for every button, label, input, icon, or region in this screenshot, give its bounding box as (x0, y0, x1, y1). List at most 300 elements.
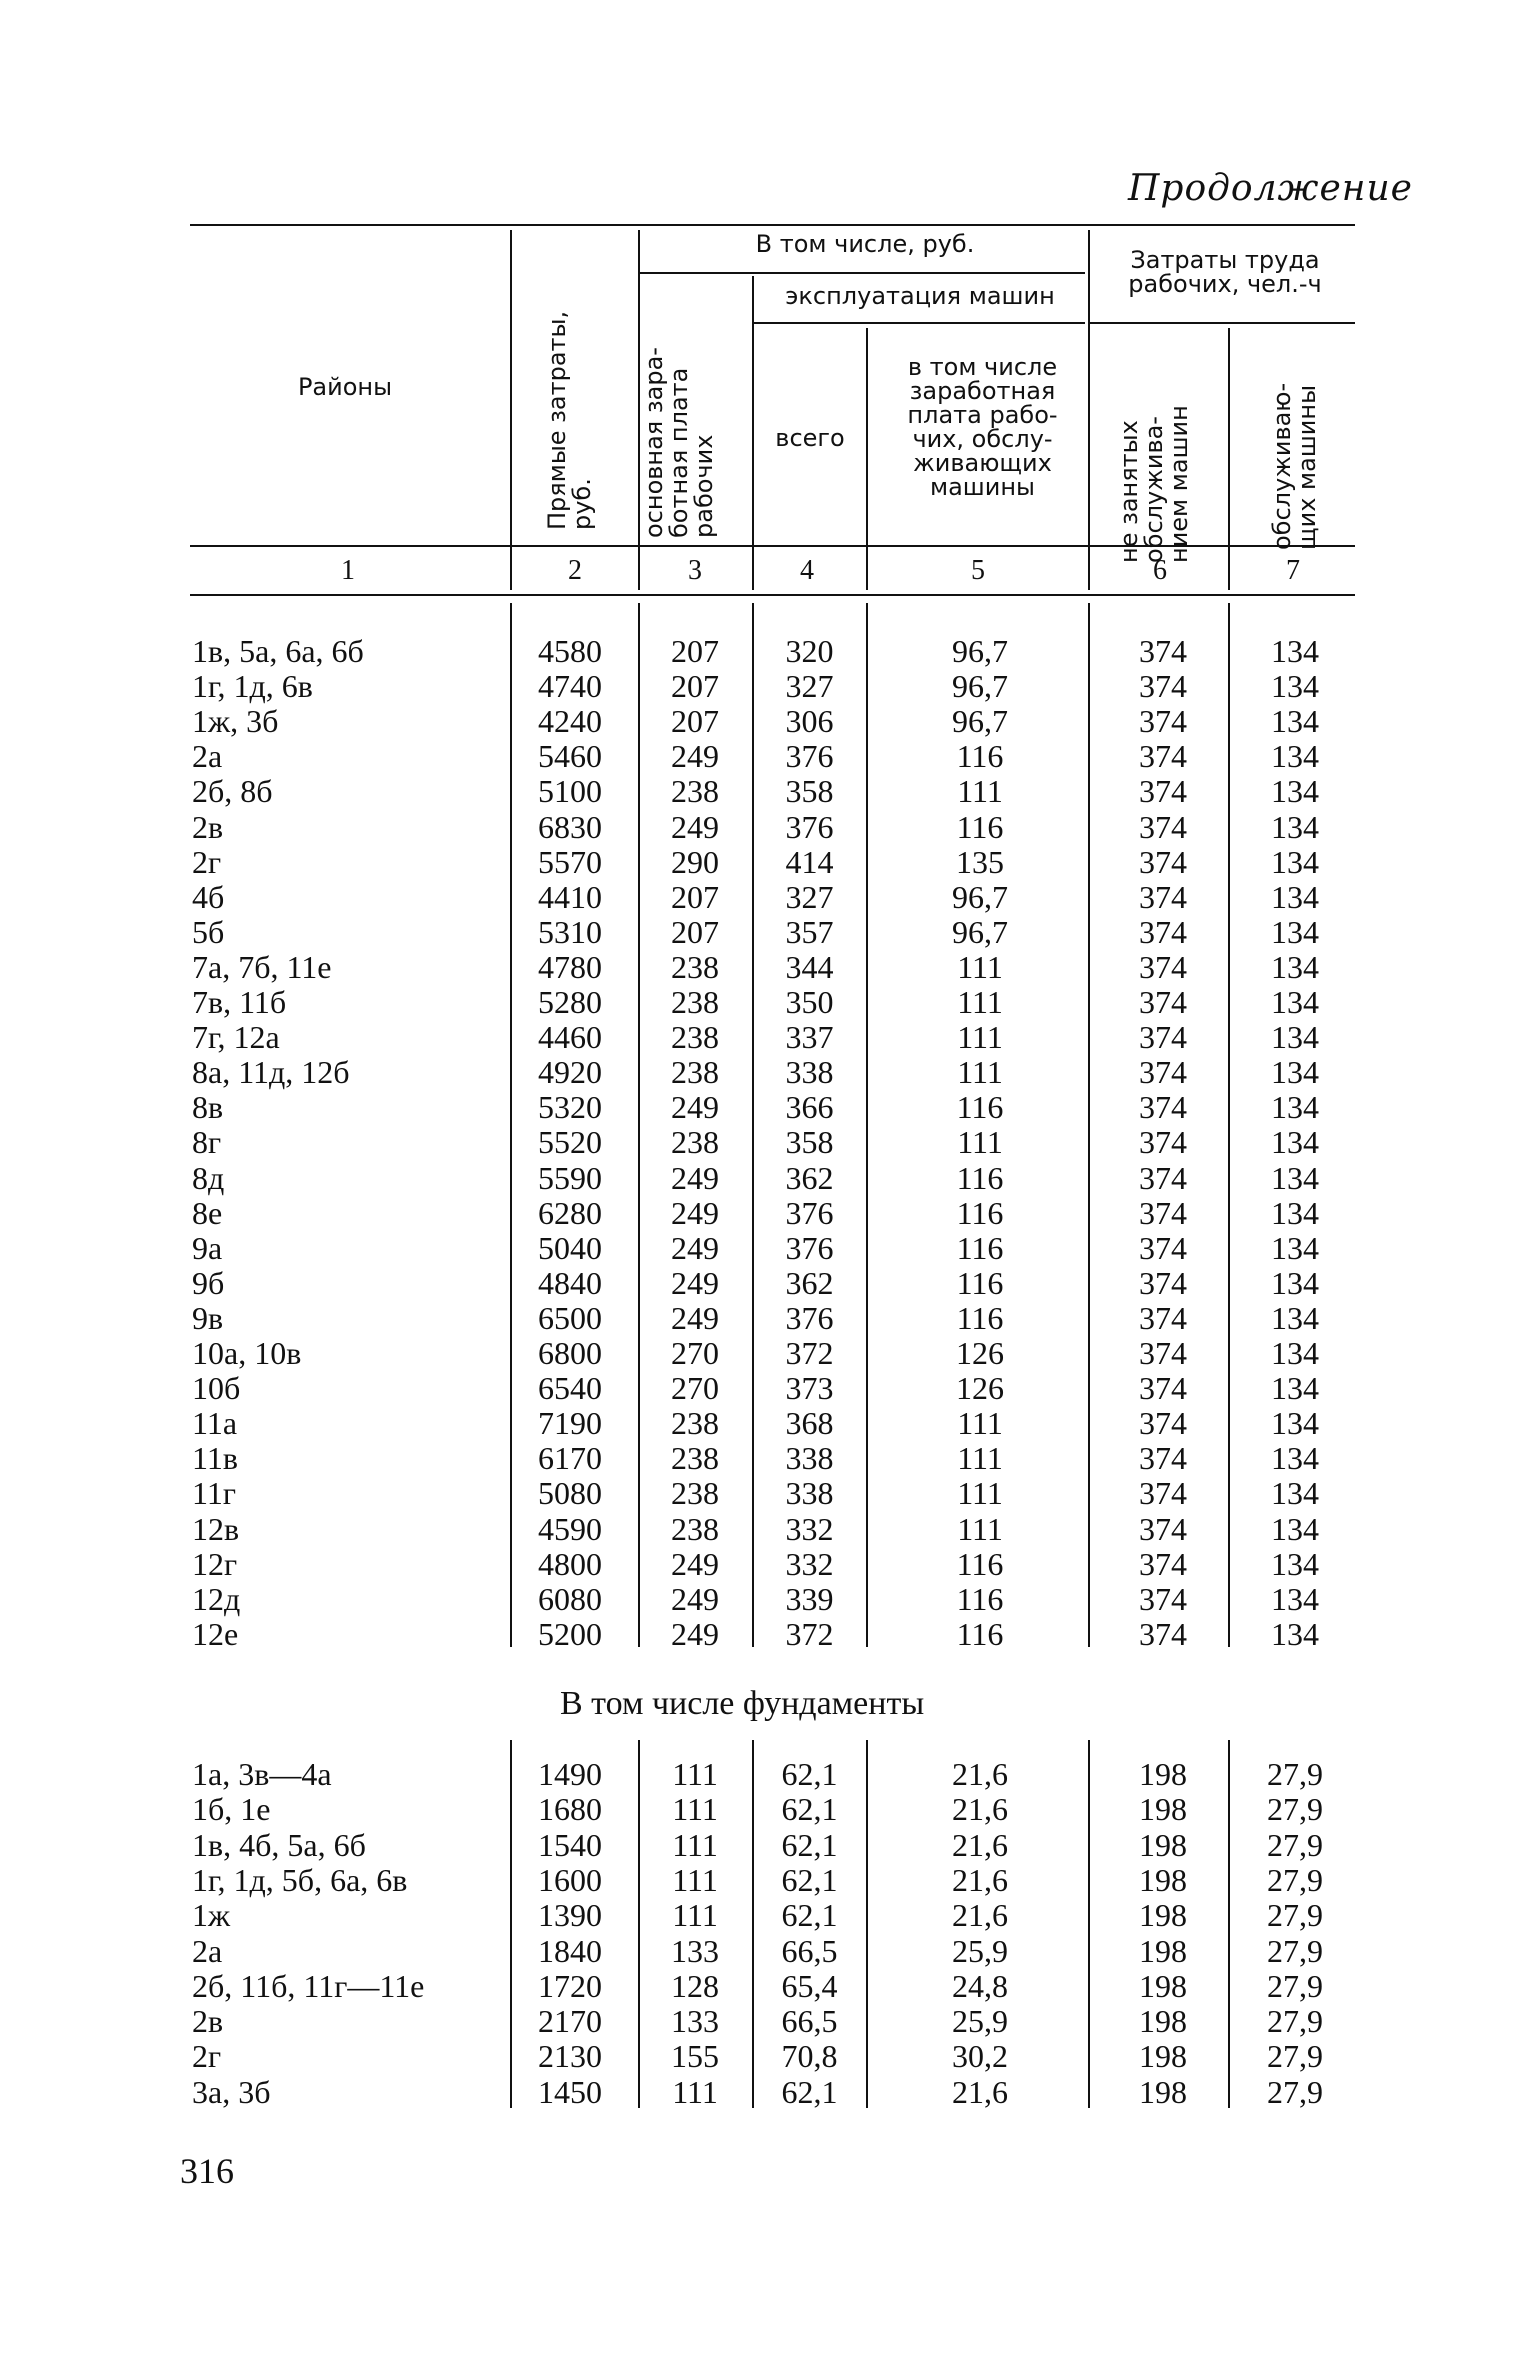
value-cell: 134 (1271, 668, 1319, 705)
region-cell: 1ж (192, 1897, 231, 1934)
value-cell: 135 (956, 843, 1004, 880)
value-cell: 134 (1271, 1194, 1319, 1231)
value-cell: 374 (1139, 913, 1187, 950)
region-cell: 8в (192, 1089, 224, 1126)
region-cell: 2в (192, 2003, 224, 2040)
value-cell: 7190 (538, 1405, 602, 1442)
region-cell: 11в (192, 1440, 238, 1477)
value-cell: 4800 (538, 1545, 602, 1582)
value-cell: 134 (1271, 1405, 1319, 1442)
value-cell: 338 (785, 1054, 834, 1091)
table-row (0, 1828, 1535, 1863)
region-cell: 1б, 1е (192, 1791, 271, 1828)
table-row (0, 810, 1535, 845)
value-cell: 134 (1271, 1335, 1319, 1371)
region-cell: 2б, 8б (192, 773, 273, 810)
value-cell: 128 (671, 1967, 719, 2004)
value-cell: 5200 (538, 1615, 602, 1652)
header-vline-3 (752, 276, 754, 590)
value-cell: 1390 (538, 1897, 602, 1934)
value-cell: 116 (956, 738, 1004, 775)
colnum-3: 3 (688, 555, 702, 586)
region-cell: 8д (192, 1159, 225, 1196)
value-cell: 198 (1139, 1826, 1187, 1863)
value-cell: 111 (957, 1405, 1003, 1442)
region-cell: 7в, 11б (192, 984, 287, 1020)
region-cell: 11а (192, 1405, 238, 1442)
value-cell: 198 (1139, 2003, 1187, 2040)
value-cell: 358 (785, 1124, 834, 1161)
value-cell: 116 (956, 1089, 1004, 1126)
header-including-rub: В том числе, руб. (755, 230, 975, 258)
region-cell: 10б (192, 1370, 241, 1407)
value-cell: 366 (785, 1089, 834, 1126)
table-row (0, 739, 1535, 774)
region-cell: 2а (192, 1932, 223, 1969)
value-cell: 238 (671, 1019, 719, 1056)
value-cell: 374 (1139, 1159, 1187, 1196)
value-cell: 116 (956, 1159, 1004, 1196)
table-row (0, 1336, 1535, 1371)
value-cell: 134 (1271, 948, 1319, 985)
value-cell: 116 (956, 1194, 1004, 1231)
header-labor-costs: Затраты труда рабочих, чел.-ч (1128, 246, 1322, 298)
value-cell: 198 (1139, 1932, 1187, 1969)
header-vline-5 (1088, 230, 1090, 590)
value-cell: 374 (1139, 1335, 1187, 1371)
value-cell: 134 (1271, 1054, 1319, 1091)
table-row (0, 1934, 1535, 1969)
value-cell: 134 (1271, 1229, 1319, 1266)
value-cell: 270 (671, 1370, 719, 1407)
value-cell: 111 (957, 1475, 1003, 1512)
value-cell: 376 (785, 738, 834, 775)
value-cell: 372 (785, 1335, 834, 1371)
value-cell: 111 (957, 1019, 1003, 1056)
region-cell: 4б (192, 878, 225, 915)
colnum-2: 2 (568, 555, 582, 586)
value-cell: 6170 (538, 1440, 602, 1477)
value-cell: 249 (671, 1089, 719, 1126)
table-row (0, 880, 1535, 915)
value-cell: 6540 (538, 1370, 602, 1407)
table-row (0, 1125, 1535, 1160)
table-row (0, 774, 1535, 809)
value-cell: 249 (671, 1194, 719, 1231)
value-cell: 134 (1271, 1580, 1319, 1617)
value-cell: 134 (1271, 1159, 1319, 1196)
value-cell: 133 (671, 2003, 719, 2040)
region-cell: 11г (192, 1475, 236, 1512)
value-cell: 5590 (538, 1159, 602, 1196)
value-cell: 198 (1139, 2038, 1187, 2075)
value-cell: 27,9 (1267, 1967, 1323, 2004)
value-cell: 133 (671, 1932, 719, 1969)
value-cell: 134 (1271, 878, 1319, 915)
region-cell: 1в, 4б, 5а, 6б (192, 1826, 366, 1863)
value-cell: 374 (1139, 843, 1187, 880)
value-cell: 6500 (538, 1299, 602, 1336)
header-regions: Районы (297, 373, 393, 401)
value-cell: 126 (956, 1370, 1004, 1407)
value-cell: 111 (672, 2073, 718, 2110)
value-cell: 198 (1139, 1967, 1187, 2004)
header-machine-operation: эксплуатация машин (785, 282, 1055, 310)
value-cell: 134 (1271, 1124, 1319, 1161)
value-cell: 21,6 (952, 2073, 1008, 2110)
value-cell: 21,6 (952, 1826, 1008, 1863)
value-cell: 134 (1271, 1440, 1319, 1477)
value-cell: 290 (671, 843, 719, 880)
value-cell: 249 (671, 1299, 719, 1336)
value-cell: 374 (1139, 1299, 1187, 1336)
table-row (0, 1547, 1535, 1582)
value-cell: 207 (671, 633, 719, 669)
value-cell: 116 (956, 808, 1004, 845)
value-cell: 5100 (538, 773, 602, 810)
value-cell: 238 (671, 948, 719, 985)
header-total: всего (775, 424, 845, 452)
value-cell: 249 (671, 738, 719, 775)
table-row (0, 1757, 1535, 1792)
value-cell: 134 (1271, 1510, 1319, 1547)
value-cell: 207 (671, 913, 719, 950)
value-cell: 320 (785, 633, 834, 669)
value-cell: 2170 (538, 2003, 602, 2040)
value-cell: 374 (1139, 1124, 1187, 1161)
header-base-wage: основная зара-ботная плата рабочих (640, 347, 718, 538)
region-cell: 1а, 3в—4а (192, 1756, 332, 1792)
value-cell: 4740 (538, 668, 602, 705)
value-cell: 249 (671, 1159, 719, 1196)
value-cell: 374 (1139, 1580, 1187, 1617)
value-cell: 339 (785, 1580, 834, 1617)
table-top-rule (190, 224, 1355, 226)
table-row (0, 1371, 1535, 1406)
value-cell: 374 (1139, 1019, 1187, 1056)
value-cell: 374 (1139, 984, 1187, 1020)
colnum-5: 5 (971, 555, 985, 586)
table-row (0, 915, 1535, 950)
value-cell: 5520 (538, 1124, 602, 1161)
table-row (0, 1231, 1535, 1266)
header-rule-incl (640, 272, 1085, 274)
table-row (0, 1476, 1535, 1511)
value-cell: 1680 (538, 1791, 602, 1828)
value-cell: 30,2 (952, 2038, 1008, 2075)
value-cell: 198 (1139, 1791, 1187, 1828)
value-cell: 1840 (538, 1932, 602, 1969)
value-cell: 25,9 (952, 2003, 1008, 2040)
value-cell: 24,8 (952, 1967, 1008, 2004)
value-cell: 21,6 (952, 1791, 1008, 1828)
value-cell: 238 (671, 1405, 719, 1442)
value-cell: 111 (957, 1440, 1003, 1477)
value-cell: 134 (1271, 1615, 1319, 1652)
header-not-busy: не занятых обслужива-нием машин (1115, 405, 1193, 563)
value-cell: 111 (957, 1124, 1003, 1161)
value-cell: 327 (785, 878, 834, 915)
header-vline-1 (510, 230, 512, 590)
value-cell: 207 (671, 703, 719, 740)
value-cell: 4580 (538, 633, 602, 669)
value-cell: 27,9 (1267, 2003, 1323, 2040)
value-cell: 134 (1271, 1019, 1319, 1056)
colnum-6: 6 (1153, 555, 1167, 586)
region-cell: 9в (192, 1299, 224, 1336)
region-cell: 2б, 11б, 11г—11е (192, 1967, 425, 2004)
value-cell: 5320 (538, 1089, 602, 1126)
header-rule-machines (752, 322, 1085, 324)
table-row (0, 704, 1535, 739)
value-cell: 70,8 (781, 2038, 838, 2075)
table-row (0, 1617, 1535, 1652)
table-row (0, 1969, 1535, 2004)
value-cell: 21,6 (952, 1897, 1008, 1934)
value-cell: 350 (785, 984, 834, 1020)
header-direct-costs: Прямые затраты, руб. (543, 310, 596, 530)
value-cell: 126 (956, 1335, 1004, 1371)
value-cell: 344 (785, 948, 834, 985)
value-cell: 4410 (538, 878, 602, 915)
value-cell: 337 (785, 1019, 834, 1056)
value-cell: 62,1 (781, 1861, 838, 1898)
value-cell: 357 (785, 913, 834, 950)
value-cell: 374 (1139, 1264, 1187, 1301)
table-row (0, 1196, 1535, 1231)
value-cell: 6800 (538, 1335, 602, 1371)
value-cell: 374 (1139, 1229, 1187, 1266)
region-cell: 8г (192, 1124, 222, 1161)
value-cell: 1490 (538, 1756, 602, 1792)
value-cell: 414 (785, 843, 834, 880)
value-cell: 374 (1139, 1370, 1187, 1407)
value-cell: 27,9 (1267, 1897, 1323, 1934)
value-cell: 374 (1139, 948, 1187, 985)
value-cell: 249 (671, 1545, 719, 1582)
value-cell: 238 (671, 1440, 719, 1477)
value-cell: 238 (671, 1475, 719, 1512)
value-cell: 338 (785, 1475, 834, 1512)
value-cell: 374 (1139, 808, 1187, 845)
value-cell: 249 (671, 1264, 719, 1301)
value-cell: 134 (1271, 1299, 1319, 1336)
value-cell: 134 (1271, 1370, 1319, 1407)
region-cell: 9б (192, 1264, 225, 1301)
region-cell: 1г, 1д, 6в (192, 668, 313, 705)
value-cell: 362 (785, 1264, 834, 1301)
value-cell: 327 (785, 668, 834, 705)
value-cell: 4460 (538, 1019, 602, 1056)
value-cell: 372 (785, 1615, 834, 1652)
value-cell: 27,9 (1267, 1791, 1323, 1828)
table-row (0, 1863, 1535, 1898)
table-row (0, 1582, 1535, 1617)
value-cell: 238 (671, 1510, 719, 1547)
value-cell: 111 (957, 773, 1003, 810)
section-title: В том числе фундаменты (560, 1685, 925, 1722)
region-cell: 12г (192, 1545, 238, 1582)
value-cell: 374 (1139, 1545, 1187, 1582)
value-cell: 27,9 (1267, 2073, 1323, 2110)
table-row (0, 1792, 1535, 1827)
value-cell: 374 (1139, 1615, 1187, 1652)
value-cell: 134 (1271, 913, 1319, 950)
value-cell: 27,9 (1267, 1861, 1323, 1898)
header-vline-6 (1228, 328, 1230, 590)
value-cell: 134 (1271, 1475, 1319, 1512)
region-cell: 12е (192, 1615, 239, 1652)
value-cell: 306 (785, 703, 834, 740)
value-cell: 116 (956, 1299, 1004, 1336)
value-cell: 65,4 (781, 1967, 838, 2004)
value-cell: 368 (785, 1405, 834, 1442)
table-row (0, 1512, 1535, 1547)
value-cell: 374 (1139, 1089, 1187, 1126)
value-cell: 1540 (538, 1826, 602, 1863)
value-cell: 96,7 (952, 668, 1008, 705)
region-cell: 2а (192, 738, 223, 775)
colnum-7: 7 (1286, 555, 1300, 586)
table-row (0, 2075, 1535, 2110)
value-cell: 374 (1139, 1475, 1187, 1512)
value-cell: 376 (785, 1229, 834, 1266)
value-cell: 134 (1271, 633, 1319, 669)
value-cell: 27,9 (1267, 2038, 1323, 2075)
region-cell: 2г (192, 2038, 222, 2075)
region-cell: 7а, 7б, 11е (192, 948, 332, 985)
value-cell: 376 (785, 1299, 834, 1336)
region-cell: 3а, 3б (192, 2073, 271, 2110)
value-cell: 134 (1271, 984, 1319, 1020)
value-cell: 198 (1139, 1897, 1187, 1934)
value-cell: 376 (785, 808, 834, 845)
value-cell: 238 (671, 1124, 719, 1161)
value-cell: 332 (785, 1545, 834, 1582)
value-cell: 374 (1139, 1510, 1187, 1547)
region-cell: 7г, 12а (192, 1019, 280, 1056)
value-cell: 374 (1139, 738, 1187, 775)
continuation-label: Продолжение (1128, 168, 1413, 209)
value-cell: 198 (1139, 1756, 1187, 1792)
region-cell: 1ж, 3б (192, 703, 279, 740)
region-cell: 8а, 11д, 12б (192, 1054, 350, 1091)
value-cell: 111 (957, 984, 1003, 1020)
region-cell: 1в, 5а, 6а, 6б (192, 633, 364, 669)
value-cell: 27,9 (1267, 1826, 1323, 1863)
value-cell: 27,9 (1267, 1756, 1323, 1792)
table-row (0, 1090, 1535, 1125)
value-cell: 62,1 (781, 1897, 838, 1934)
value-cell: 5460 (538, 738, 602, 775)
value-cell: 134 (1271, 808, 1319, 845)
page-number: 316 (180, 2151, 234, 2191)
value-cell: 374 (1139, 878, 1187, 915)
value-cell: 5310 (538, 913, 602, 950)
region-cell: 12д (192, 1580, 241, 1617)
value-cell: 134 (1271, 773, 1319, 810)
value-cell: 374 (1139, 1194, 1187, 1231)
value-cell: 4240 (538, 703, 602, 740)
value-cell: 1450 (538, 2073, 602, 2110)
table-row (0, 1441, 1535, 1476)
value-cell: 374 (1139, 773, 1187, 810)
value-cell: 116 (956, 1580, 1004, 1617)
value-cell: 111 (672, 1826, 718, 1863)
region-cell: 9а (192, 1229, 223, 1266)
value-cell: 116 (956, 1264, 1004, 1301)
value-cell: 374 (1139, 1054, 1187, 1091)
value-cell: 198 (1139, 2073, 1187, 2110)
value-cell: 4780 (538, 948, 602, 985)
header-machine-wage: в том числе заработная плата рабо-чих, обслу-живающих машины (907, 353, 1058, 501)
value-cell: 249 (671, 1615, 719, 1652)
value-cell: 96,7 (952, 913, 1008, 950)
value-cell: 21,6 (952, 1861, 1008, 1898)
value-cell: 270 (671, 1335, 719, 1371)
value-cell: 1600 (538, 1861, 602, 1898)
value-cell: 4840 (538, 1264, 602, 1301)
colnum-1: 1 (341, 555, 355, 586)
region-cell: 10а, 10в (192, 1335, 302, 1371)
value-cell: 62,1 (781, 1756, 838, 1792)
value-cell: 249 (671, 808, 719, 845)
value-cell: 338 (785, 1440, 834, 1477)
table-row (0, 1266, 1535, 1301)
value-cell: 111 (672, 1756, 718, 1792)
value-cell: 111 (672, 1791, 718, 1828)
value-cell: 62,1 (781, 2073, 838, 2110)
value-cell: 249 (671, 1229, 719, 1266)
value-cell: 134 (1271, 738, 1319, 775)
value-cell: 238 (671, 984, 719, 1020)
value-cell: 374 (1139, 633, 1187, 669)
table-row (0, 845, 1535, 880)
table-row (0, 2039, 1535, 2074)
header-vline-4 (866, 328, 868, 590)
table-row (0, 634, 1535, 669)
value-cell: 25,9 (952, 1932, 1008, 1969)
value-cell: 111 (957, 1054, 1003, 1091)
value-cell: 5040 (538, 1229, 602, 1266)
value-cell: 62,1 (781, 1826, 838, 1863)
table-row (0, 1406, 1535, 1441)
table-row (0, 985, 1535, 1020)
value-cell: 62,1 (781, 1791, 838, 1828)
colnum-4: 4 (800, 555, 814, 586)
value-cell: 5570 (538, 843, 602, 880)
value-cell: 249 (671, 1580, 719, 1617)
value-cell: 134 (1271, 843, 1319, 880)
value-cell: 6080 (538, 1580, 602, 1617)
value-cell: 134 (1271, 1545, 1319, 1582)
value-cell: 207 (671, 668, 719, 705)
value-cell: 116 (956, 1615, 1004, 1652)
region-cell: 8е (192, 1194, 223, 1231)
value-cell: 134 (1271, 703, 1319, 740)
value-cell: 134 (1271, 1264, 1319, 1301)
header-serving: обслуживаю-щих машины (1268, 382, 1321, 550)
value-cell: 116 (956, 1545, 1004, 1582)
value-cell: 362 (785, 1159, 834, 1196)
table-row (0, 2004, 1535, 2039)
value-cell: 6280 (538, 1194, 602, 1231)
value-cell: 238 (671, 1054, 719, 1091)
table-row (0, 1055, 1535, 1090)
table-row (0, 669, 1535, 704)
region-cell: 12в (192, 1510, 240, 1547)
value-cell: 21,6 (952, 1756, 1008, 1792)
